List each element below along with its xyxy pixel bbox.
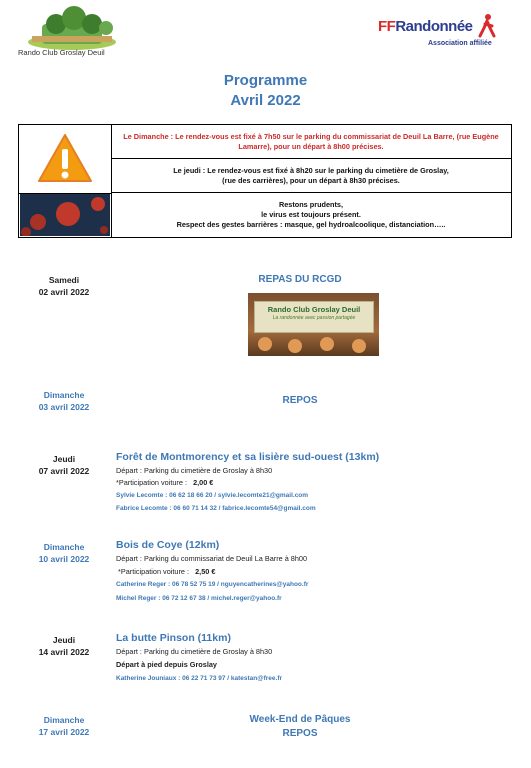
warning-icon [37, 131, 93, 187]
event-contact[interactable]: Fabrice Lecomte : 06 60 71 14 32 / fabrice.lecomte54@gmail.com [116, 505, 316, 512]
event-date: Jeudi 07 avril 2022 [38, 454, 90, 476]
ffr-subtitle: Association affiliée [428, 40, 492, 47]
virus-image [20, 194, 110, 236]
event-title: Forêt de Montmorency et sa lisière sud-ouest (13km) [116, 451, 380, 463]
event-participation: *Participation voiture : 2,50 € [118, 567, 216, 576]
event-title: La butte Pinson (11km) [116, 632, 231, 644]
event-contact[interactable]: Katherine Jouniaux : 06 22 71 73 97 / katestan@free.fr [116, 675, 283, 682]
ffr-logo: FFRandonnée [378, 18, 473, 35]
event-date: Dimanche 03 avril 2022 [38, 390, 90, 412]
event-date: Samedi 02 avril 2022 [38, 275, 90, 297]
club-name: Rando Club Groslay Deuil [18, 48, 105, 57]
event-departure: Départ : Parking du commissariat de Deuil La Barre à 8h00 [116, 554, 308, 563]
event-extra: Départ à pied depuis Groslay [116, 660, 217, 669]
event-departure: Départ : Parking du cimetière de Groslay à 8h30 [116, 466, 273, 475]
page-title: Programme [223, 72, 308, 89]
event-contact[interactable]: Sylvie Lecomte : 06 62 18 66 20 / sylvie.lecomte21@gmail.com [116, 492, 309, 499]
event-title: REPAS DU RCGD [258, 274, 342, 285]
event-title: Week-End de Pâques [249, 714, 351, 725]
hiker-icon [478, 14, 496, 43]
notice-covid: Restons prudents, le virus est toujours présent. Respect des gestes barrières : masque, gel hydroalcoolique, distanciation….. [176, 200, 446, 229]
event-contact[interactable]: Catherine Reger : 06 78 52 75 19 / nguyencatherines@yahoo.fr [116, 581, 309, 588]
event-date: Jeudi 14 avril 2022 [38, 635, 90, 657]
event-contact[interactable]: Michel Reger : 06 72 12 67 38 / michel.reger@yahoo.fr [116, 595, 282, 602]
event-title: REPOS [282, 728, 318, 739]
event-departure: Départ : Parking du cimetière de Groslay à 8h30 [116, 647, 273, 656]
notice-table [18, 124, 512, 238]
page-subtitle: Avril 2022 [230, 92, 301, 109]
event-participation: *Participation voiture : 2,00 € [116, 478, 214, 487]
event-title: Bois de Coye (12km) [116, 539, 220, 551]
event-photo: Rando Club Groslay Deuil La randonnée avec passion partagée [248, 293, 379, 356]
event-date: Dimanche 17 avril 2022 [38, 715, 90, 737]
event-title: REPOS [282, 395, 318, 406]
notice-thursday: Le jeudi : Le rendez-vous est fixé à 8h20 sur le parking du cimetière de Groslay, (rue des carrières), pour un départ à 8h30 précises. [111, 159, 511, 193]
event-date: Dimanche 10 avril 2022 [38, 542, 90, 564]
notice-sunday: Le Dimanche : Le rendez-vous est fixé à 7h50 sur le parking du commissariat de Deuil La Barre, (rue Eugène Lamarre), pour un départ à 8h00 précises. [111, 125, 511, 159]
